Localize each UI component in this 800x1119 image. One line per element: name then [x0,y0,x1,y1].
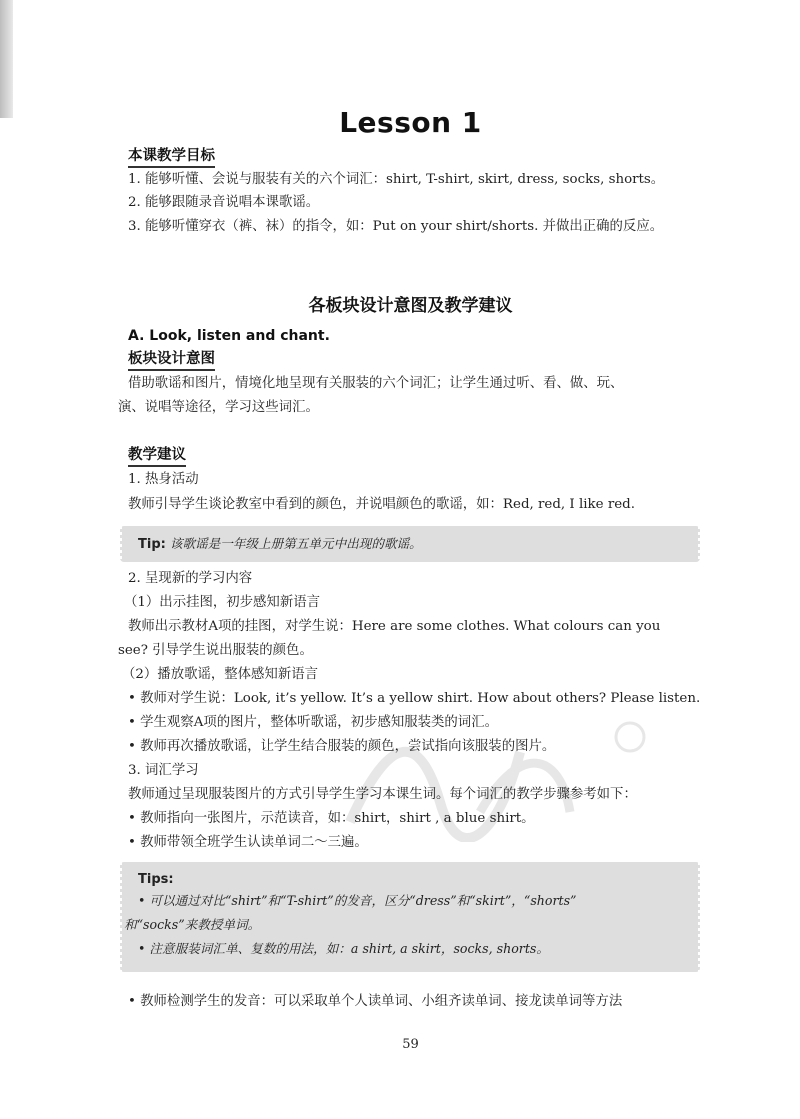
tips-label: Tips: [138,872,174,887]
design-intent-line: 演、说唱等途径，学习这些词汇。 [118,400,319,415]
objective-item: 2. 能够跟随录音说唱本课歌谣。 [128,195,320,210]
vocab-bullet: • 教师指向一张图片，示范读音，如：shirt，shirt , a blue shirt。 [128,811,535,826]
objectives-heading: 本课教学目标 [128,147,215,168]
last-bullet: • 教师检测学生的发音：可以采取单个人读单词、小组齐读单词、接龙读单词等方法 [128,994,623,1009]
present-title: 2. 呈现新的学习内容 [128,571,253,586]
step2-bullet: • 学生观察A项的图片，整体听歌谣，初步感知服装类的词汇。 [128,715,498,730]
warmup-text: 教师引导学生谈论教室中看到的颜色，并说唱颜色的歌谣，如：Red, red, I like red. [128,497,635,512]
lesson-title: Lesson 1 [339,106,482,139]
tips-line: • 可以通过对比“shirt”和“T-shirt”的发音，区分“dress”和“skirt”，“shorts” [138,893,577,908]
step2-title: （2）播放歌谣，整体感知新语言 [122,667,318,682]
section-title: 各板块设计意图及教学建议 [308,296,513,316]
block-a-title: A. Look, listen and chant. [128,328,330,344]
vocab-text: 教师通过呈现服装图片的方式引导学生学习本课生词。每个词汇的教学步骤参考如下： [128,787,637,802]
vocab-bullet: • 教师带领全班学生认读单词二～三遍。 [128,835,368,850]
tip-box [120,526,700,562]
design-intent-heading: 板块设计意图 [128,350,215,371]
step1-line: 教师出示教材A项的挂图，对学生说：Here are some clothes. What colours can you [128,619,661,634]
tip-text [138,535,422,554]
vocab-title: 3. 词汇学习 [128,763,199,778]
step2-bullet: • 教师再次播放歌谣，让学生结合服装的颜色，尝试指向该服装的图片。 [128,739,556,754]
step2-bullet: • 教师对学生说：Look, it’s yellow. It’s a yellow shirt. How about others? Please listen. [128,691,701,706]
tips-label-row [138,870,174,889]
step1-title: （1）出示挂图，初步感知新语言 [124,595,320,610]
objective-item: 3. 能够听懂穿衣（裤、袜）的指令，如：Put on your shirt/shorts. 并做出正确的反应。 [128,219,664,234]
tips-line: • 注意服装词汇单、复数的用法，如：a shirt, a skirt，socks, shorts。 [138,941,549,956]
page-number: 59 [402,1037,419,1052]
teaching-advice-heading: 教学建议 [128,446,186,467]
tip-label: Tip: [138,537,166,552]
warmup-title: 1. 热身活动 [128,472,199,487]
objective-item: 1. 能够听懂、会说与服装有关的六个词汇：shirt, T-shirt, skirt, dress, socks, shorts。 [128,172,665,187]
step1-line: see? 引导学生说出服装的颜色。 [118,643,313,658]
tip-content: 该歌谣是一年级上册第五单元中出现的歌谣。 [169,536,422,551]
design-intent-line: 借助歌谣和图片，情境化地呈现有关服装的六个词汇；让学生通过听、看、做、玩、 [128,376,624,391]
page-edge-bar [0,0,13,118]
tips-line: 和“socks”来教授单词。 [124,917,261,932]
tips-box [120,862,700,972]
